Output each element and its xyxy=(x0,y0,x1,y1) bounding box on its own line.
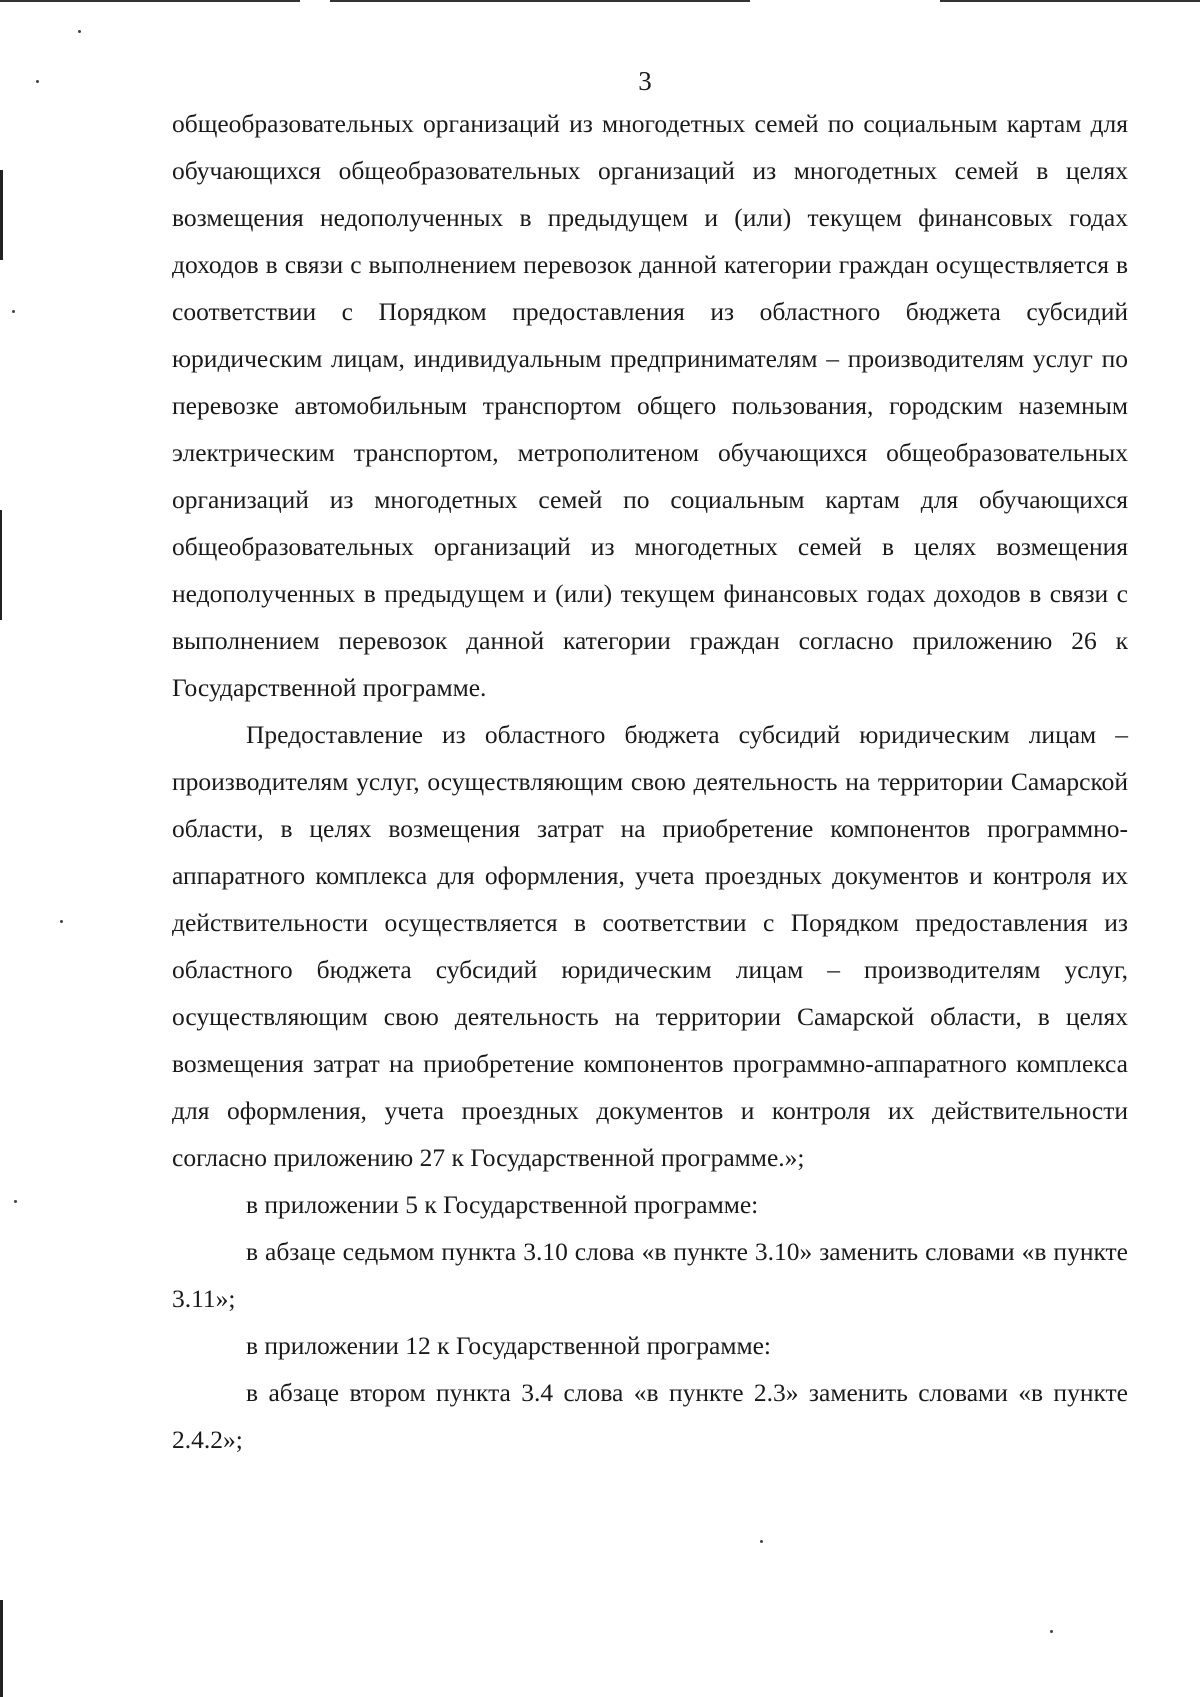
scan-edge-left-3 xyxy=(0,1600,3,1697)
paragraph-1: общеобразовательных организаций из многодетных семей по социальным картам для обучающихся общеобразовательных организаций из многодетных семей в целях возмещения недополученных в предыдущем и (или) текущем финансовых годах доходов в связи с выполнением перевозок данной категории граждан осуществляется в соответствии с Порядком предоставления из областного бюджета субсидий юридическим лицам, индивидуальным предпринимателям – производителям услуг по перевозке автомобильным транспортом общего пользования, городским наземным электрическим транспортом, метрополитеном обучающихся общеобразовательных организаций из многодетных семей по социальным картам для обучающихся общеобразовательных организаций из многодетных семей в целях возмещения недополученных в предыдущем и (или) текущем финансовых годах доходов в связи с выполнением перевозок данной категории граждан согласно приложению 26 к Государственной программе. xyxy=(172,109,1128,702)
scan-edge-top-mid xyxy=(330,0,750,2)
scan-speck xyxy=(12,310,15,313)
scan-edge-top-left xyxy=(0,0,300,2)
scan-speck xyxy=(14,1200,17,1203)
paragraph-4: в абзаце седьмом пункта 3.10 слова «в пункте 3.10» заменить словами «в пункте 3.11»; xyxy=(172,1237,1128,1313)
scan-speck xyxy=(760,1540,763,1543)
document-body xyxy=(172,100,1128,1463)
paragraph-6: в абзаце втором пункта 3.4 слова «в пункте 2.3» заменить словами «в пункте 2.4.2»; xyxy=(172,1378,1128,1454)
scan-speck xyxy=(1050,1630,1053,1633)
paragraph-5: в приложении 12 к Государственной программе: xyxy=(246,1331,771,1360)
scan-speck xyxy=(60,920,63,923)
scan-speck xyxy=(78,30,81,33)
scan-edge-left-1 xyxy=(0,170,3,260)
paragraph-2: Предоставление из областного бюджета субсидий юридическим лицам – производителям услуг, осуществляющим свою деятельность на территории Самарской области, в целях возмещения затрат на приобретение компонентов программно-аппаратного комплекса для оформления, учета проездных документов и контроля их действительности осуществляется в соответствии с Порядком предоставления из областного бюджета субсидий юридическим лицам – производителям услуг, осуществляющим свою деятельность на территории Самарской области, в целях возмещения затрат на приобретение компонентов программно-аппаратного комплекса для оформления, учета проездных документов и контроля их действительности согласно приложению 27 к Государственной программе.»; xyxy=(172,720,1128,1172)
paragraph-3: в приложении 5 к Государственной программе: xyxy=(246,1190,759,1219)
scan-edge-left-2 xyxy=(0,510,2,620)
page-number: 3 xyxy=(638,66,652,96)
scan-edge-top-right xyxy=(940,0,1200,2)
